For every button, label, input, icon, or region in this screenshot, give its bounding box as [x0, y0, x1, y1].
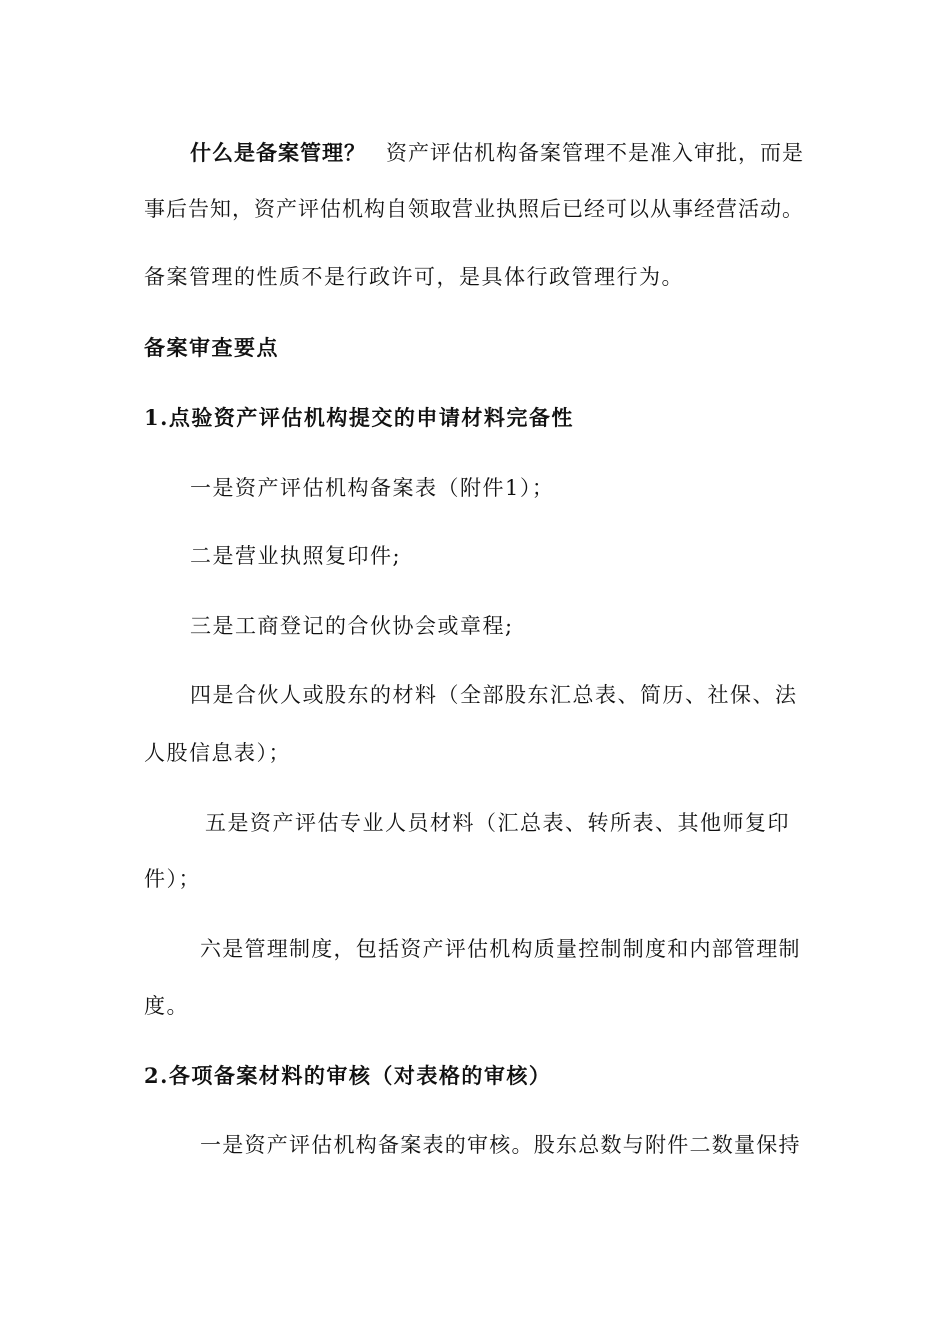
point1-item-2: 二是营业执照复印件;	[190, 544, 402, 568]
point1-item-4: 四是合伙人或股东的材料（全部股东汇总表、简历、社保、法	[190, 683, 798, 707]
point2-item-1: 一是资产评估机构备案表的审核。股东总数与附件二数量保持	[200, 1133, 801, 1157]
intro-line-3: 备案管理的性质不是行政许可，是具体行政管理行为。	[144, 265, 684, 289]
point1-item-1: 一是资产评估机构备案表（附件1）；	[190, 476, 555, 500]
point1-heading: 1.点验资产评估机构提交的申请材料完备性	[144, 405, 574, 430]
point1-item-6: 六是管理制度，包括资产评估机构质量控制制度和内部管理制	[200, 937, 801, 961]
point1-item-4-cont: 人股信息表）；	[144, 741, 291, 765]
intro-line-1	[190, 138, 806, 168]
intro-line-1-text: 资产评估机构备案管理不是准入审批，而是	[386, 141, 804, 165]
intro-line-2: 事后告知，资产评估机构自领取营业执照后已经可以从事经营活动。	[144, 197, 804, 221]
point2-heading: 2.各项备案材料的审核（对表格的审核）	[144, 1063, 552, 1088]
intro-question: 什么是备案管理？	[190, 140, 366, 165]
section-title: 备案审查要点	[144, 335, 279, 360]
point1-item-5: 五是资产评估专业人员材料（汇总表、转所表、其他师复印	[205, 811, 790, 835]
point1-item-3: 三是工商登记的合伙协会或章程;	[190, 614, 514, 638]
point1-item-5-cont: 件）；	[144, 867, 201, 891]
point1-item-6-cont: 度。	[144, 994, 189, 1018]
